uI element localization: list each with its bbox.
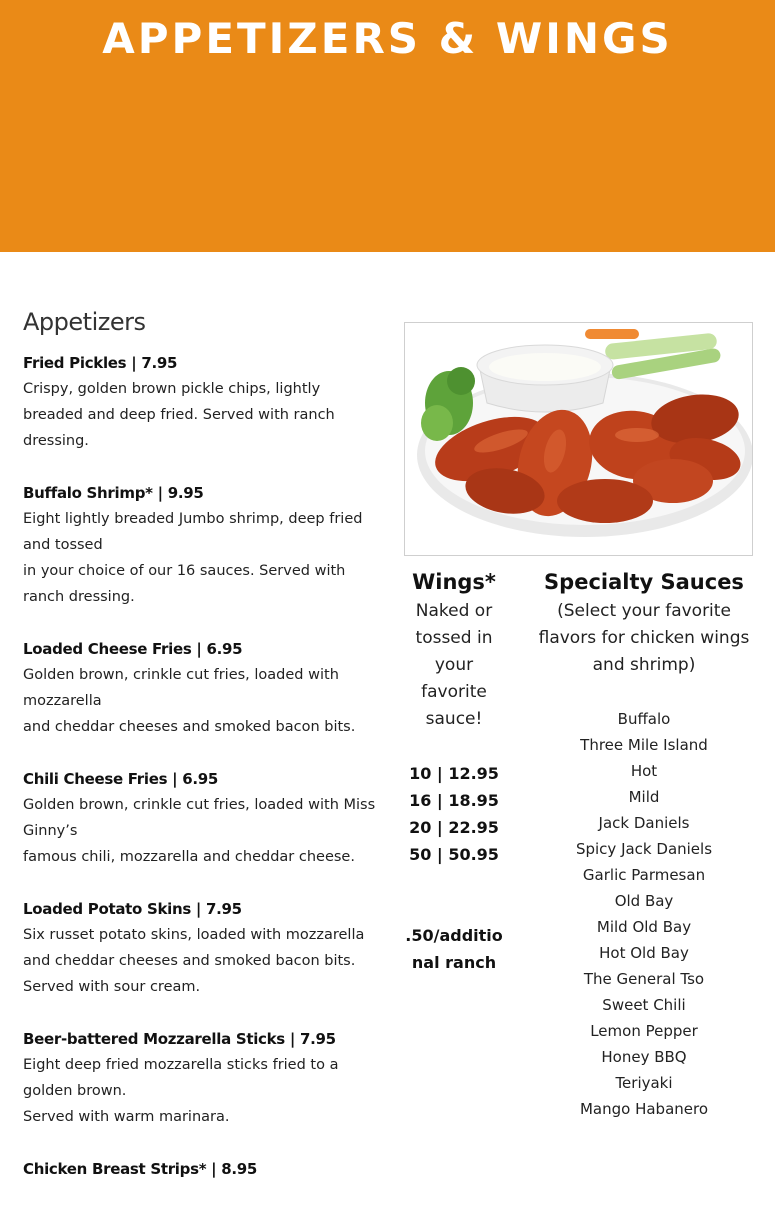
menu-item — [23, 896, 383, 1000]
menu-item-description: Six russet potato skins, loaded with mozzarella and cheddar cheeses and smoked bacon bits. Served with sour cream. — [23, 927, 365, 995]
sauce-item: Three Mile Island — [580, 736, 708, 754]
menu-item-description: Crispy, golden brown pickle chips, lightly breaded and deep fried. Served with ranch dressing. — [23, 381, 335, 449]
sauces-section — [536, 566, 752, 1122]
sauce-item: Teriyaki — [615, 1074, 673, 1092]
sauce-list — [536, 706, 752, 1122]
ranch-upcharge: .50/additional ranch — [405, 926, 503, 972]
wings-price: 10 | 12.95 — [409, 764, 499, 783]
menu-item-title: Loaded Cheese Fries | 6.95 — [23, 640, 243, 658]
sauce-item: Old Bay — [614, 892, 674, 910]
sauce-item: Sweet Chili — [602, 996, 686, 1014]
menu-item — [23, 1026, 383, 1130]
header-banner — [0, 0, 775, 252]
sauce-item: Mild Old Bay — [596, 918, 692, 936]
menu-item-title: Buffalo Shrimp* | 9.95 — [23, 484, 204, 502]
sauce-item: Garlic Parmesan — [582, 866, 706, 884]
menu-item — [23, 350, 383, 454]
sauces-heading: Specialty Sauces — [544, 570, 744, 594]
appetizers-section — [23, 308, 383, 1208]
menu-item-description: Golden brown, crinkle cut fries, loaded with mozzarella and cheddar cheeses and smoked bacon bits. — [23, 667, 356, 735]
wings-price: 20 | 22.95 — [409, 818, 499, 837]
menu-item-title: Chicken Breast Strips* | 8.95 — [23, 1160, 258, 1178]
menu-item — [23, 1156, 383, 1182]
menu-item-title: Loaded Potato Skins | 7.95 — [23, 900, 242, 918]
wings-price: 16 | 18.95 — [409, 791, 499, 810]
sauce-item: Mango Habanero — [579, 1100, 709, 1118]
page-title: APPETIZERS & WINGS — [102, 14, 673, 63]
sauce-item: Jack Daniels — [598, 814, 690, 832]
menu-item-description: Eight deep fried mozzarella sticks fried to a golden brown. Served with warm marinara. — [23, 1057, 339, 1125]
wings-heading: Wings* — [412, 570, 496, 594]
wings-price-list — [404, 760, 504, 868]
sauce-item: Lemon Pepper — [590, 1022, 698, 1040]
sauces-subtitle: (Select your favorite flavors for chicken wings and shrimp) — [538, 601, 750, 675]
menu-item — [23, 636, 383, 740]
wings-illustration — [405, 323, 752, 555]
sauce-item: Mild — [628, 788, 660, 806]
sauce-item: Hot — [630, 762, 658, 780]
sauce-item: Honey BBQ — [601, 1048, 687, 1066]
wings-price: 50 | 50.95 — [409, 845, 499, 864]
sauce-item: Buffalo — [617, 710, 671, 728]
wings-photo — [404, 322, 753, 556]
wings-subtitle: Naked or tossed in your favorite sauce! — [415, 601, 493, 729]
appetizers-heading: Appetizers — [23, 308, 146, 336]
menu-item-title: Beer-battered Mozzarella Sticks | 7.95 — [23, 1030, 336, 1048]
menu-item-title: Chili Cheese Fries | 6.95 — [23, 770, 219, 788]
menu-item — [23, 766, 383, 870]
sauce-item: Spicy Jack Daniels — [575, 840, 713, 858]
wings-section — [404, 566, 504, 976]
menu-item-title: Fried Pickles | 7.95 — [23, 354, 178, 372]
sauce-item: Hot Old Bay — [599, 944, 689, 962]
menu-item-description: Golden brown, crinkle cut fries, loaded with Miss Ginny’s famous chili, mozzarella and cheddar cheese. — [23, 797, 376, 865]
menu-item-description: Eight lightly breaded Jumbo shrimp, deep fried and tossed in your choice of our 16 sauces. Served with ranch dressing. — [23, 511, 363, 605]
sauce-item: The General Tso — [583, 970, 705, 988]
menu-item — [23, 480, 383, 610]
